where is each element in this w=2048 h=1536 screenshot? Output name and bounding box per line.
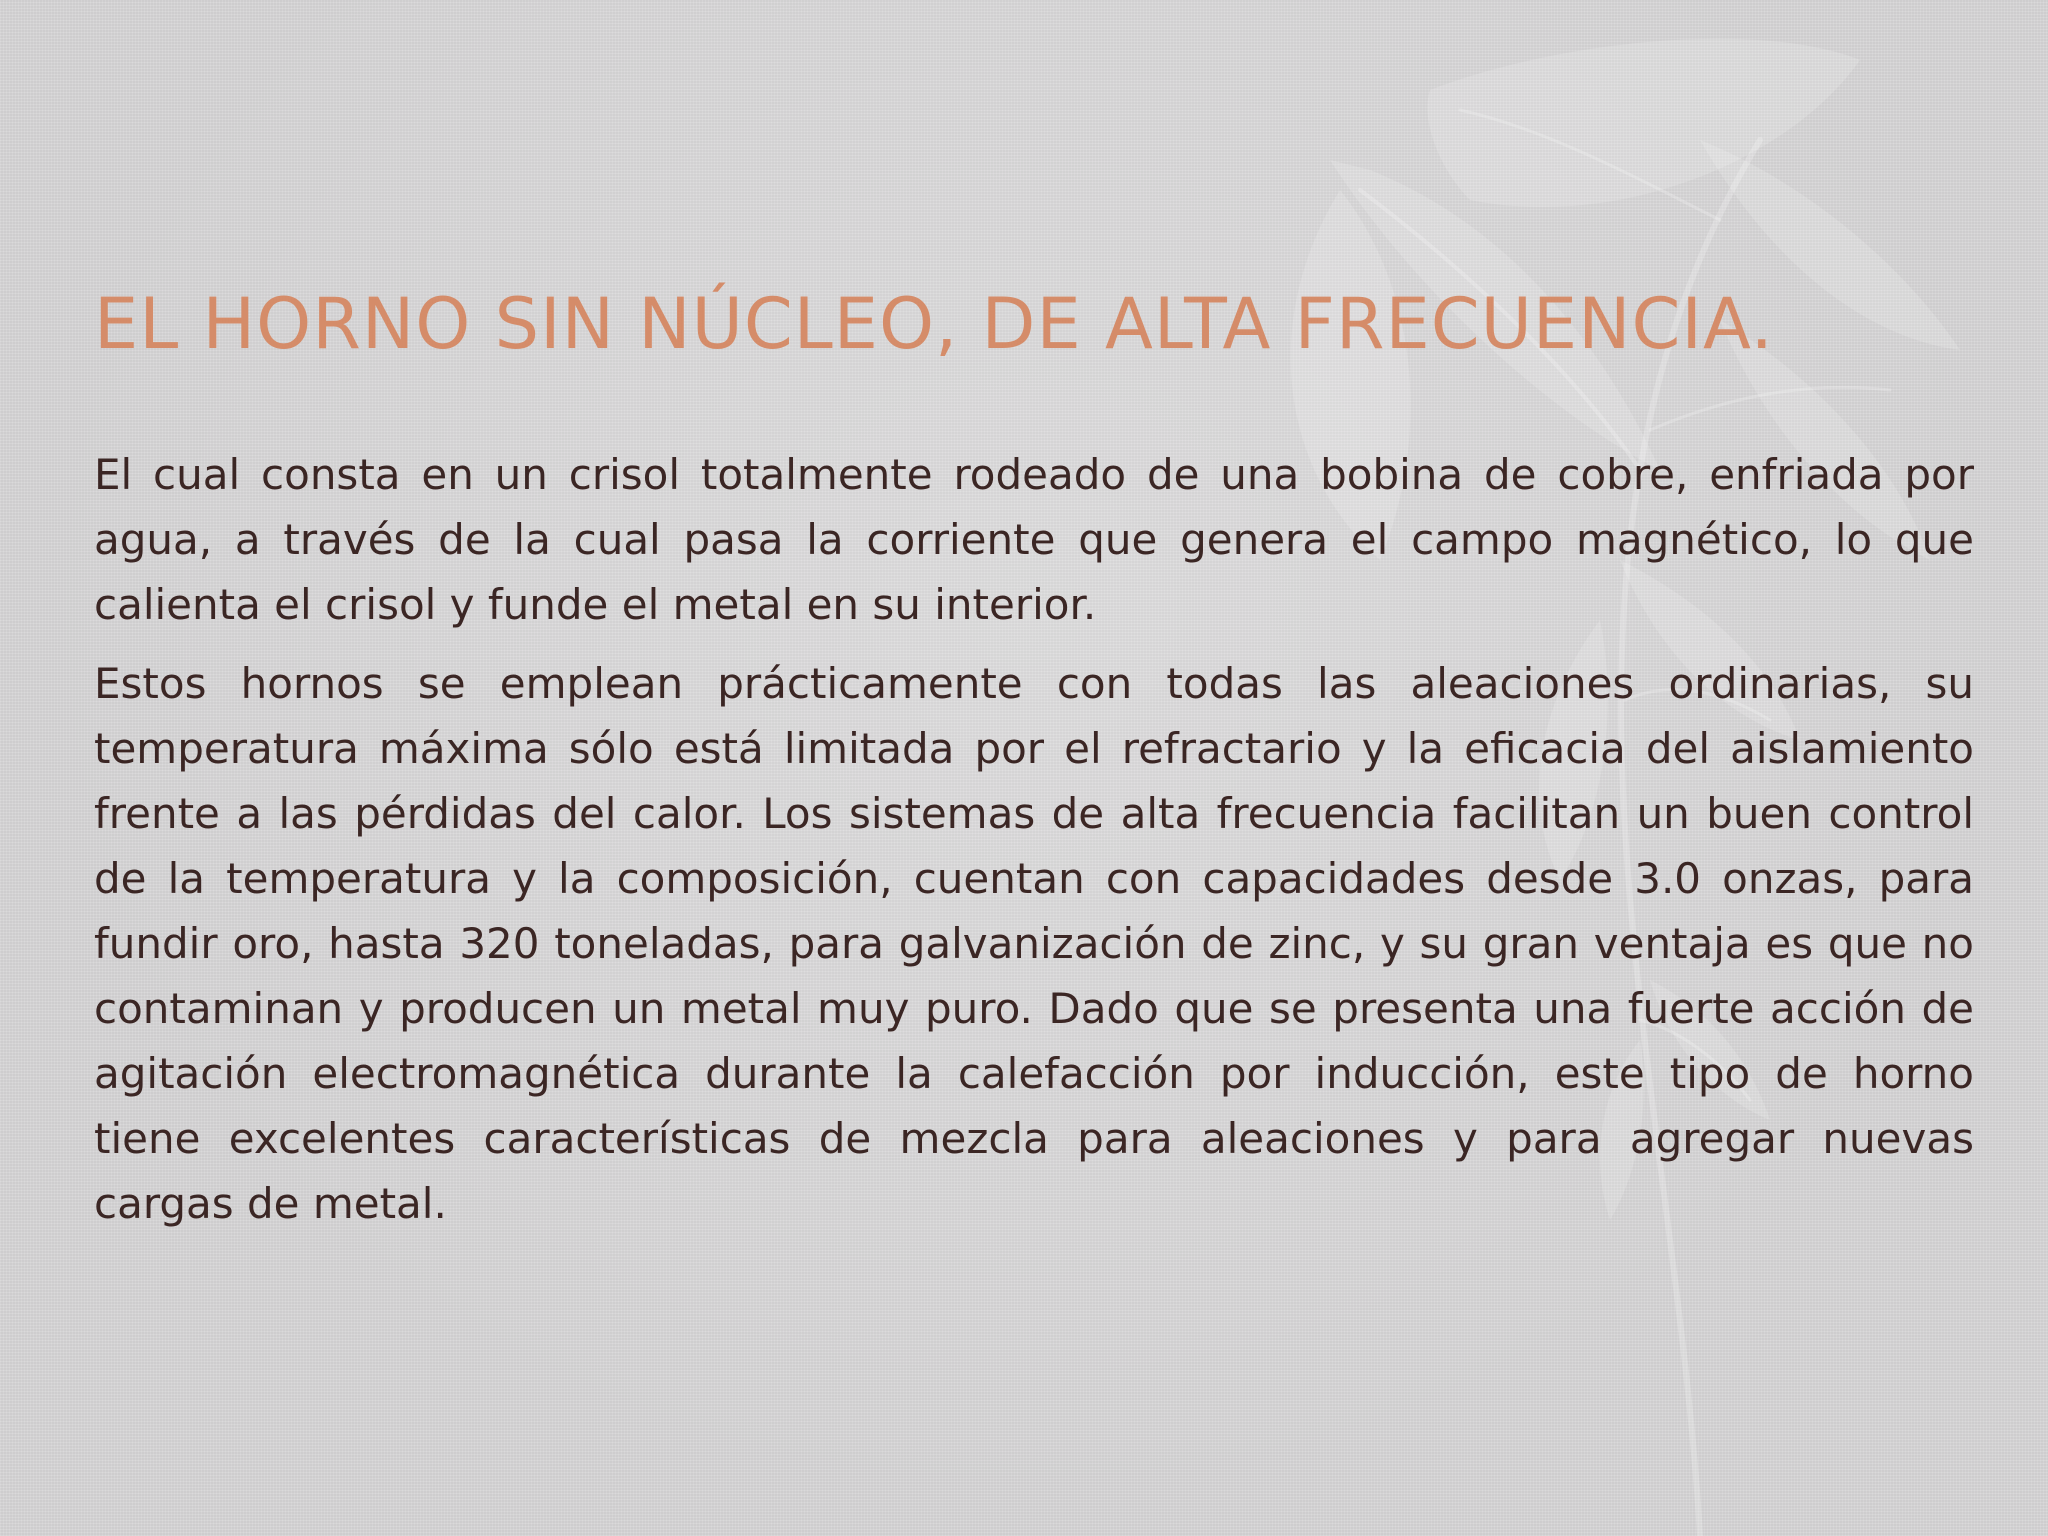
slide-body [94, 442, 1974, 1250]
slide-title: EL HORNO SIN NÚCLEO, DE ALTA FRECUENCIA. [94, 283, 1774, 365]
paragraph-1: El cual consta en un crisol totalmente rodeado de una bobina de cobre, enfriada por agua, a través de la cual pasa la corriente que genera el campo magnético, lo que calienta el crisol y funde el metal en su interior. [94, 450, 1974, 629]
paragraph-2: Estos hornos se emplean prácticamente con todas las aleaciones ordinarias, su temperatura máxima sólo está limitada por el refractario y la eficacia del aislamiento frente a las pérdidas del calor. Los sistemas de alta frecuencia facilitan un buen control de la temperatura y la composición, cuentan con capacidades desde 3.0 onzas, para fundir oro, hasta 320 toneladas, para galvanización de zinc, y su gran ventaja es que no contaminan y producen un metal muy puro. Dado que se presenta una fuerte acción de agitación electromagnética durante la calefacción por inducción, este tipo de horno tiene excelentes características de mezcla para aleaciones y para agregar nuevas cargas de metal. [94, 659, 1974, 1228]
